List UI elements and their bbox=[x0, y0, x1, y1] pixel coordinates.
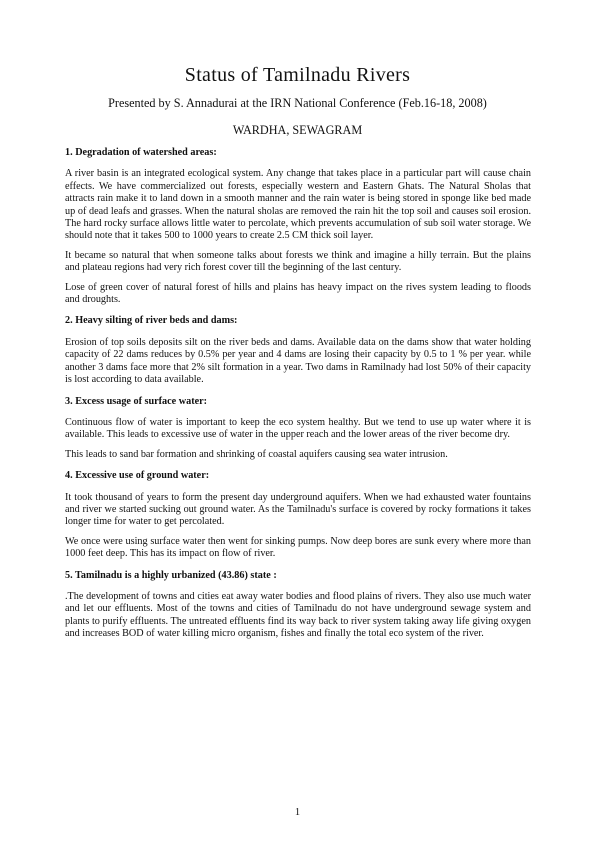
paragraph: It took thousand of years to form the present day underground aquifers. When we had exhausted water fountains and river we started sucking out ground water. As the Tamilnadu's surface is covered by rocky formations it takes longer time for water to get percolated. bbox=[65, 491, 531, 528]
section-heading: 4. Excessive use of ground water: bbox=[65, 470, 210, 482]
section-heading: 1. Degradation of watershed areas: bbox=[65, 147, 217, 158]
document-place: WARDHA, SEWAGRAM bbox=[232, 123, 363, 137]
section-heading: 3. Excess usage of surface water: bbox=[65, 395, 208, 407]
paragraph: Lose of green cover of natural forest of hills and plains has heavy impact on the rives system leading to floods and droughts. bbox=[65, 281, 531, 306]
section-ground-water bbox=[65, 470, 531, 560]
paragraph: Continuous flow of water is important to keep the eco system healthy. But we tend to use up water where it is available. This leads to excessive use of water in the upper reach and the lower areas of the river become dry. bbox=[65, 416, 531, 441]
page-number: 1 bbox=[294, 807, 301, 818]
paragraph: We once were using surface water then went for sinking pumps. Now deep bores are sunk every where more than 1000 feet deep. This has its impact on flow of river. bbox=[65, 535, 531, 560]
section-heading: 5. Tamilnadu is a highly urbanized (43.86) state : bbox=[65, 569, 277, 581]
paragraph: It became so natural that when someone talks about forests we think and imagine a hilly terrain. But the plains and plateau regions had very rich forest cover till the beginning of the last century. bbox=[65, 249, 531, 274]
section-heading: 2. Heavy silting of river beds and dams: bbox=[65, 315, 238, 327]
paragraph: .The development of towns and cities eat away water bodies and flood plains of rivers. They also use much water and let our effluents. Most of the towns and cities of Tamilnadu do not have underground sewage system and plants to purify effluents. The untreated effluents find its way back to river system taking away life giving oxygen and increases BOD of water killing micro organism, fishes and finally the total eco system of the river. bbox=[65, 590, 531, 640]
section-silting bbox=[65, 315, 531, 386]
section-urbanization bbox=[65, 570, 531, 641]
paragraph: A river basin is an integrated ecological system. Any change that takes place in a particular part will cause chain effects. We have commercialized out forests, especially western and Eastern Ghats. The Natural Sholas that attracts rain make it to land down in a smooth manner and the rain water is being stored in sponge like bed made up of dead leafs and grasses. When the natural sholas are removed the rain hit the top soil and causes soil erosion. The hard rocky surface allows little water to percolate, which prevents accumulation of sub soil water storage. We should note that it takes 500 to 1000 years to create 2.5 CM thick soil layer. bbox=[65, 168, 531, 242]
document-body bbox=[65, 147, 531, 650]
document-title: Status of Tamilnadu Rivers bbox=[184, 64, 411, 86]
paragraph: This leads to sand bar formation and shrinking of coastal aquifers causing sea water intrusion. bbox=[65, 448, 448, 460]
section-surface-water bbox=[65, 396, 531, 462]
paragraph: Erosion of top soils deposits silt on the river beds and dams. Available data on the dams show that water holding capacity of 22 dams reduces by 0.5% per year and 4 dams are losing their capacity by 0.5 to 1 % per year. while another 3 dams face more that 2% silt formation in a year. Two dams in Ramilnady had lost 50% of their capacity is lost according to data available. bbox=[65, 336, 531, 386]
section-watershed bbox=[65, 147, 531, 306]
document-subtitle: Presented by S. Annadurai at the IRN National Conference (Feb.16-18, 2008) bbox=[108, 96, 487, 110]
